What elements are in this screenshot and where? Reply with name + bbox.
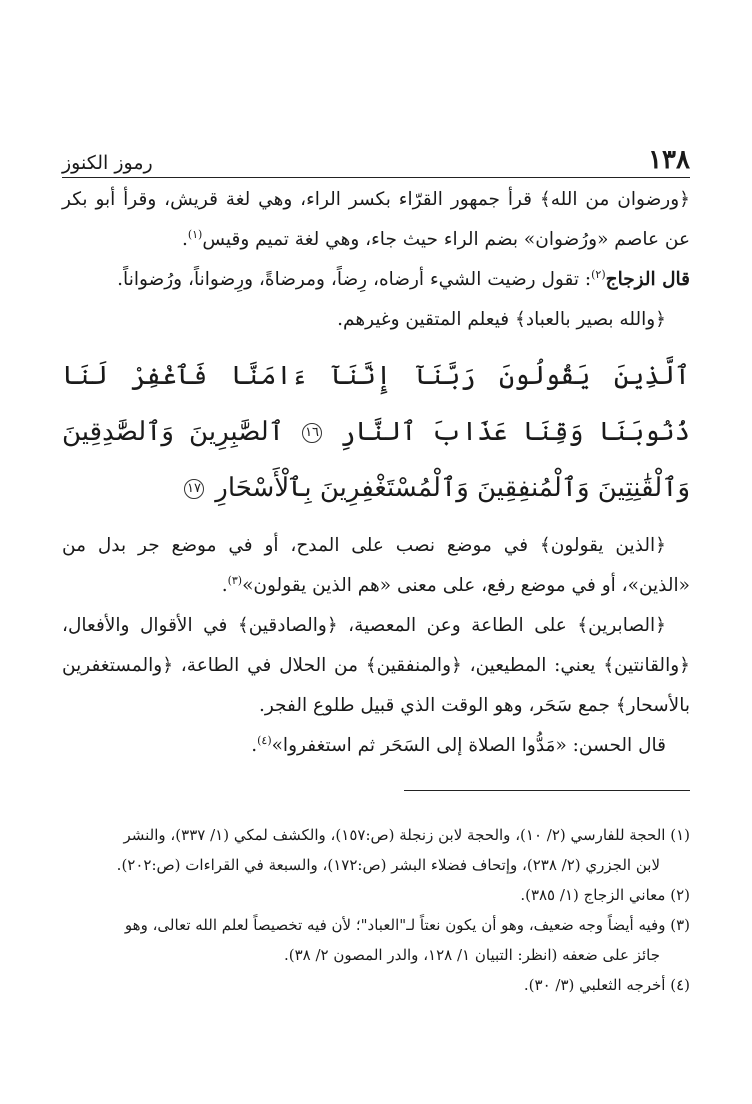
quran-verse-17: ٱلصَّٰبِرِينَ وَٱلصَّٰدِقِينَ وَٱلْقَٰنِتِينَ وَٱلْمُنفِقِينَ وَٱلْمُسْتَغْفِرِينَ بِٱلْأَسْحَارِ <box>62 417 690 503</box>
paragraph-hasan: قال الحسن: «مَدُّوا الصلاة إلى السَحَر ثم استغفروا»$^{(٤)}$. <box>251 733 666 756</box>
main-text <box>62 180 690 766</box>
footnote-ref-3[interactable]: (٣) <box>227 573 243 587</box>
ayah-number-17-icon: ١٧ <box>184 479 204 499</box>
paragraph-basir: ﴿والله بصير بالعباد﴾ فيعلم المتقين وغيرهم. <box>337 309 666 330</box>
running-title: رموز الكنوز <box>62 152 153 174</box>
zajjaj-lead: قال الزجاج <box>605 269 690 290</box>
footnotes <box>62 820 690 1000</box>
footnote-separator <box>404 790 690 791</box>
paragraph-yaqulun: ﴿الذين يقولون﴾ في موضع نصب على المدح، أو في موضع جر بدل من «الذين»، أو في موضع رفع، على معنى «هم الذين يقولون»$^{(٣)}$. <box>62 535 690 596</box>
footnote-4: (٤) أخرجه الثعلبي (٣/ ٣٠). <box>523 976 690 994</box>
footnote-3-continued: جائز على ضعفه (انظر: التبيان ١/ ١٢٨، والدر المصون ٢/ ٣٨). <box>283 946 660 964</box>
paragraph-ridwan: ﴿ورضوان من الله﴾ قرأ جمهور القرّاء بكسر الراء، وهي لغة قريش، وقرأ أبو بكر عن عاصم «ورُضوان» بضم الراء حيث جاء، وهي لغة تميم وقيس$^{(١)}$. <box>62 189 690 250</box>
quran-verses <box>62 348 690 516</box>
quran-verse-16: ٱلَّذِينَ يَقُولُونَ رَبَّنَآ إِنَّنَآ ءَامَنَّا فَٱغْفِرْ لَنَا ذُنُوبَنَا وَقِنَا عَذَابَ ٱلنَّارِ <box>62 361 691 447</box>
footnote-3: (٣) وفيه أيضاً وجه ضعيف، وهو أن يكون نعتاً لـ"العباد"؛ لأن فيه تخصيصاً لعلم الله تعالى، وهو <box>124 916 690 934</box>
paragraph-sabirin: ﴿الصابرين﴾ على الطاعة وعن المعصية، ﴿والصادقين﴾ في الأقوال والأفعال، ﴿والقانتين﴾ يعني: المطيعين، ﴿والمنفقين﴾ من الحلال في الطاعة، ﴿والمستغفرين بالأسحار﴾ جمع سَحَر، وهو الوقت الذي قبيل طلوع الفجر. <box>62 615 690 716</box>
footnote-ref-2[interactable]: (٢) <box>591 267 606 281</box>
footnote-1-continued: لابن الجزري (٢/ ٢٣٨)، وإتحاف فضلاء البشر (ص:١٧٢)، والسبعة في القراءات (ص:٢٠٢). <box>116 856 660 874</box>
page-number: ١٣٨ <box>648 145 690 175</box>
footnote-2: (٢) معاني الزجاج (١/ ٣٨٥). <box>520 886 690 904</box>
paragraph-zajjaj: قال الزجاج$^{(٢)}$: تقول رضيت الشيء أرضاه، رِضاً، ومرضاةً، ورِضواناً، ورُضواناً. <box>117 267 690 290</box>
footnote-ref-4[interactable]: (٤) <box>257 733 272 747</box>
footnote-ref-1[interactable]: (١) <box>187 227 203 241</box>
ayah-number-16-icon: ١٦ <box>302 423 322 443</box>
footnote-1: (١) الحجة للفارسي (٢/ ١٠)، والحجة لابن زنجلة (ص:١٥٧)، والكشف لمكي (١/ ٣٣٧)، والنشر <box>123 826 690 844</box>
page-header <box>62 138 690 178</box>
